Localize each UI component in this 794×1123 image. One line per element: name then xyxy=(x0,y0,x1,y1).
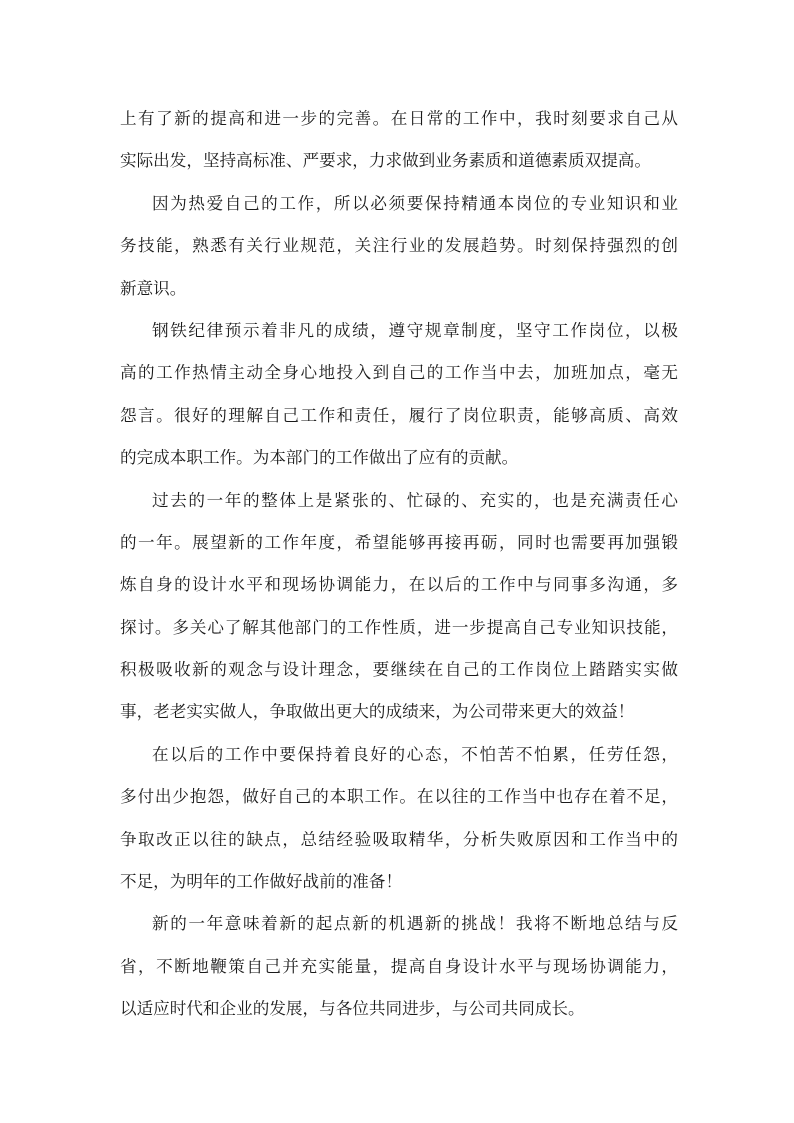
text-line: 积极吸收新的观念与设计理念，要继续在自己的工作岗位上踏踏实实做 xyxy=(120,660,678,680)
paragraph-3 xyxy=(120,313,678,483)
text-line: 怨言。很好的理解自己工作和责任，履行了岗位职责，能够高质、高效 xyxy=(120,405,678,425)
text-line: 务技能，熟悉有关行业规范，关注行业的发展趋势。时刻保持强烈的创 xyxy=(120,236,678,256)
text-line: 的一年。展望新的工作年度，希望能够再接再砺，同时也需要再加强锻 xyxy=(120,532,678,552)
paragraph-2 xyxy=(120,186,678,313)
text-line: 新意识。 xyxy=(120,278,187,298)
text-line: 以适应时代和企业的发展，与各位共同进步，与公司共同成长。 xyxy=(120,999,585,1019)
text-line: 新的一年意味着新的起点新的机遇新的挑战！我将不断地总结与反 xyxy=(152,914,678,934)
text-line: 过去的一年的整体上是紧张的、忙碌的、充实的，也是充满责任心 xyxy=(152,490,678,510)
paragraph-4 xyxy=(120,483,678,737)
text-line: 高的工作热情主动全身心地投入到自己的工作当中去，加班加点，毫无 xyxy=(120,363,678,383)
text-line: 在以后的工作中要保持着良好的心态，不怕苦不怕累，任劳任怨， xyxy=(152,744,678,764)
text-line: 因为热爱自己的工作，所以必须要保持精通本岗位的专业知识和业 xyxy=(152,193,678,213)
text-line: 探讨。多关心了解其他部门的工作性质，进一步提高自己专业知识技能， xyxy=(120,617,678,637)
text-line: 钢铁纪律预示着非凡的成绩，遵守规章制度，坚守工作岗位，以极 xyxy=(152,320,678,340)
text-line: 上有了新的提高和进一步的完善。在日常的工作中，我时刻要求自己从 xyxy=(120,109,678,128)
paragraph-5 xyxy=(120,737,678,907)
paragraph-6 xyxy=(120,906,678,1033)
text-line: 炼自身的设计水平和现场协调能力，在以后的工作中与同事多沟通，多 xyxy=(120,575,678,595)
document-body xyxy=(120,101,678,1034)
text-line: 省，不断地鞭策自己并充实能量，提高自身设计水平与现场协调能力， xyxy=(120,956,678,976)
text-line: 争取改正以往的缺点，总结经验吸取精华，分析失败原因和工作当中的 xyxy=(120,829,678,849)
text-line: 不足，为明年的工作做好战前的准备！ xyxy=(120,872,403,892)
text-line: 事，老老实实做人，争取做出更大的成绩来，为公司带来更大的效益！ xyxy=(120,702,635,722)
paragraph-1 xyxy=(120,101,678,186)
text-line: 多付出少抱怨，做好自己的本职工作。在以往的工作当中也存在着不足， xyxy=(120,787,678,807)
text-line: 的完成本职工作。为本部门的工作做出了应有的贡献。 xyxy=(120,448,519,468)
text-line: 实际出发，坚持高标准、严要求，力求做到业务素质和道德素质双提高。 xyxy=(120,151,651,171)
